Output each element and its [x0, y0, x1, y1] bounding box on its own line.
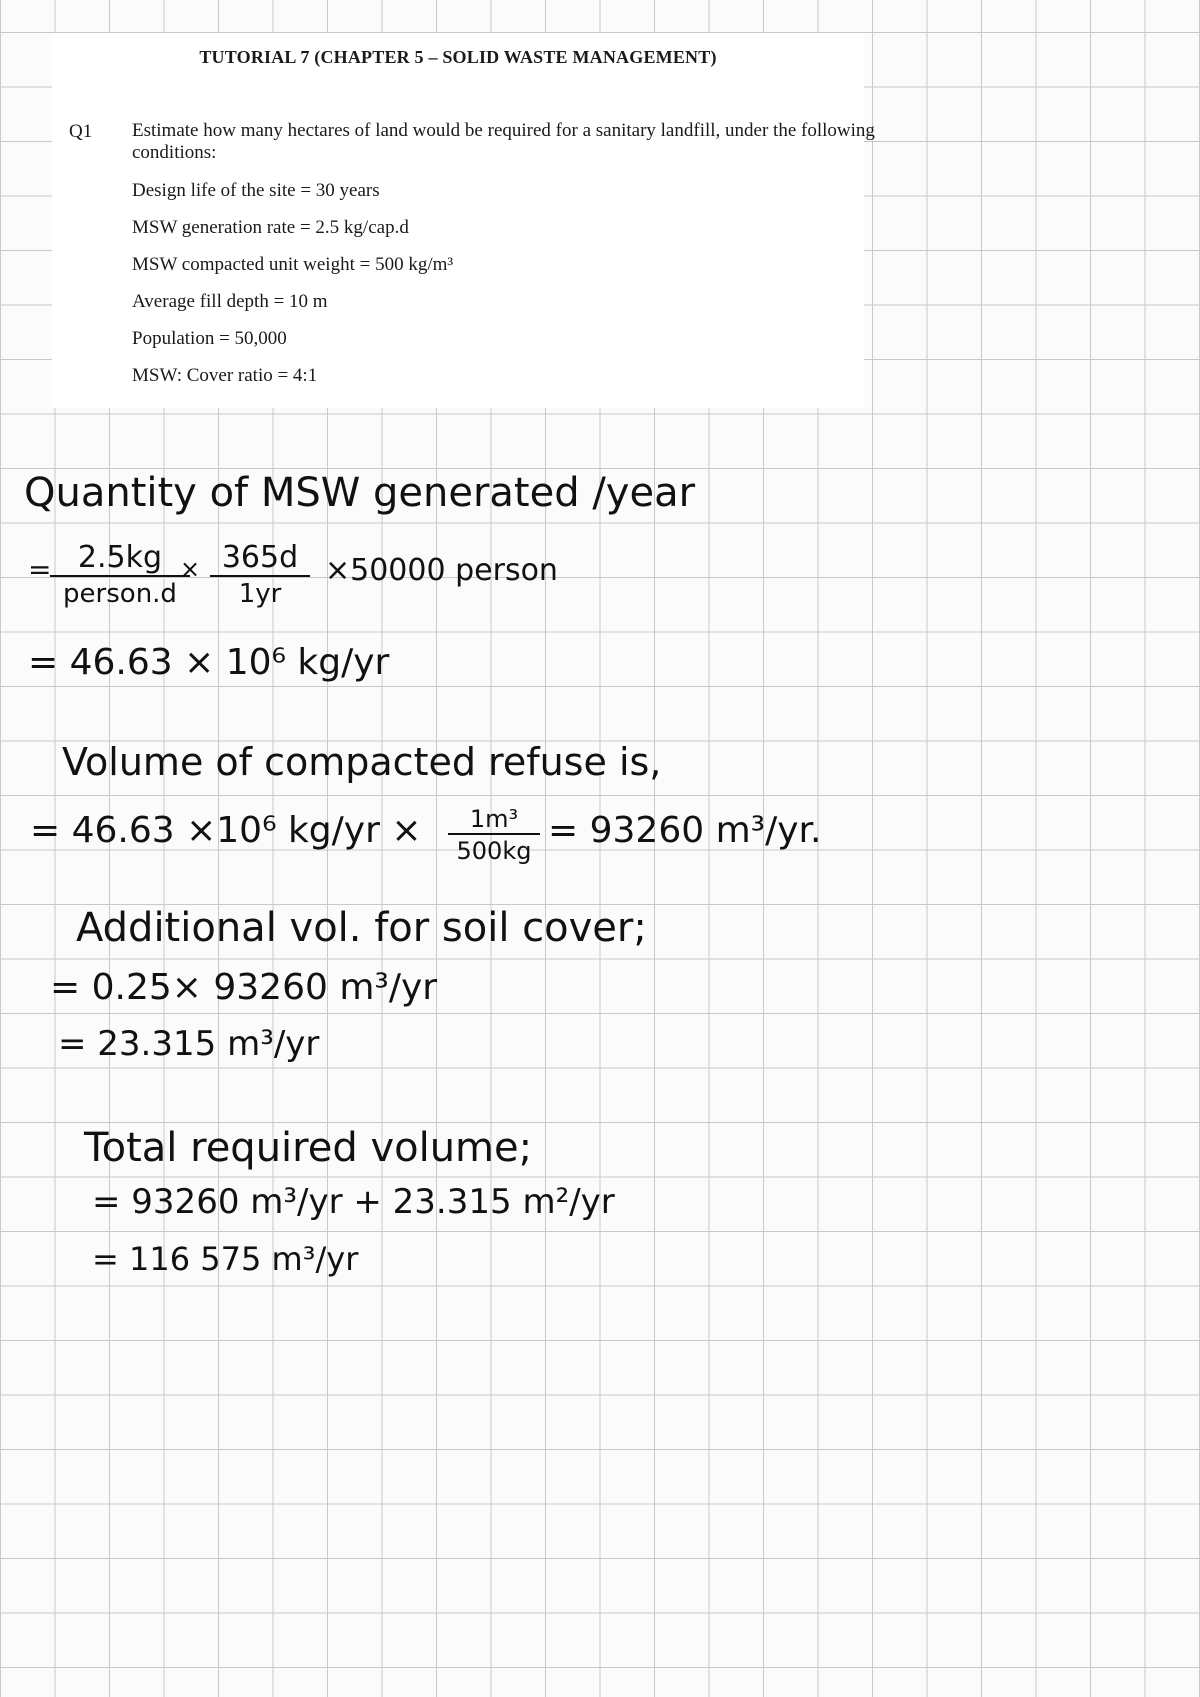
question-text: Estimate how many hectares of land would be required for a sanitary landfill, under the following conditions: [132, 120, 875, 163]
question-number: Q1 [69, 121, 93, 142]
msw-fraction-days-numerator: 365d [210, 540, 310, 577]
volume-fraction-numerator: 1m³ [448, 805, 540, 835]
msw-fraction-rate-denominator: person.d [63, 579, 177, 609]
total-line-1: = 93260 m³/yr + 23.315 m²/yr [92, 1182, 615, 1222]
volume-fraction-denominator: 500kg [456, 837, 532, 865]
condition-fill-depth: Average fill depth = 10 m [132, 291, 328, 312]
total-heading: Total required volume; [84, 1125, 533, 1171]
condition-generation-rate: MSW generation rate = 2.5 kg/cap.d [132, 217, 409, 238]
page-title: TUTORIAL 7 (CHAPTER 5 – SOLID WASTE MANAGEMENT) [199, 47, 717, 67]
msw-heading: Quantity of MSW generated /year [24, 470, 696, 516]
msw-fraction-days [210, 540, 310, 609]
volume-calc-rhs: = 93260 m³/yr. [548, 810, 822, 851]
cover-heading: Additional vol. for soil cover; [76, 905, 647, 951]
msw-calc-equals: = [28, 553, 52, 586]
msw-fraction-days-denominator: 1yr [238, 579, 282, 609]
volume-fraction [448, 805, 540, 865]
condition-design-life: Design life of the site = 30 years [132, 180, 380, 201]
total-line-2: = 116 575 m³/yr [92, 1240, 359, 1278]
msw-calc-population: ×50000 person [325, 553, 558, 588]
condition-unit-weight: MSW compacted unit weight = 500 kg/m³ [132, 254, 454, 275]
cover-line-1: = 0.25× 93260 m³/yr [50, 967, 438, 1008]
msw-fraction-rate [50, 540, 190, 609]
msw-calc-times: × [180, 555, 201, 583]
volume-heading: Volume of compacted refuse is, [62, 740, 662, 784]
volume-calc-lhs: = 46.63 ×10⁶ kg/yr × [30, 810, 422, 851]
cover-line-2: = 23.315 m³/yr [58, 1024, 320, 1064]
msw-result: = 46.63 × 10⁶ kg/yr [28, 642, 390, 683]
msw-fraction-rate-numerator: 2.5kg [50, 540, 190, 577]
condition-population: Population = 50,000 [132, 328, 287, 349]
condition-cover-ratio: MSW: Cover ratio = 4:1 [132, 365, 318, 386]
